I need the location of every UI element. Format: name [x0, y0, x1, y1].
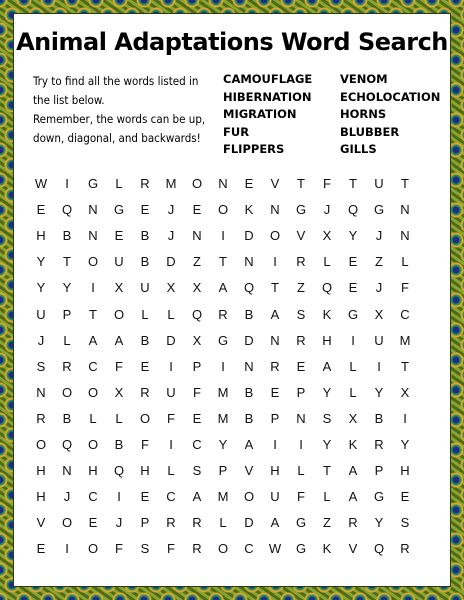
grid-letter[interactable]: Y	[400, 437, 410, 452]
grid-letter[interactable]: E	[140, 202, 150, 218]
grid-letter[interactable]: O	[217, 541, 229, 557]
grid-letter[interactable]: M	[399, 332, 411, 348]
grid-letter[interactable]: I	[65, 176, 69, 191]
grid-letter[interactable]: I	[403, 410, 407, 426]
grid-letter[interactable]: Y	[62, 280, 72, 296]
grid-letter[interactable]: X	[192, 280, 202, 296]
grid-letter[interactable]: E	[36, 541, 46, 557]
grid-letter[interactable]: Y	[218, 437, 228, 452]
grid-letter[interactable]: R	[36, 410, 46, 426]
grid-letter[interactable]: E	[400, 489, 410, 505]
word-fur: FUR	[223, 124, 250, 139]
grid-letter[interactable]: R	[218, 306, 228, 322]
grid-letter[interactable]: R	[374, 437, 384, 452]
grid-letter[interactable]: U	[166, 384, 176, 400]
grid-letter[interactable]: V	[296, 228, 306, 244]
grid-letter[interactable]: T	[89, 306, 97, 322]
grid-letter[interactable]: B	[62, 410, 72, 426]
grid-letter[interactable]: S	[296, 306, 306, 322]
grid-letter[interactable]: E	[88, 515, 98, 531]
grid-letter[interactable]: B	[114, 437, 124, 452]
grid-letter[interactable]: X	[400, 384, 410, 400]
grid-letter[interactable]: O	[87, 384, 99, 400]
grid-letter[interactable]: Y	[348, 228, 358, 244]
grid-letter[interactable]: J	[167, 202, 175, 218]
grid-letter[interactable]: Q	[321, 280, 333, 296]
grid-letter[interactable]: R	[400, 541, 410, 557]
grid-letter[interactable]: I	[273, 437, 277, 452]
grid-letter[interactable]: D	[166, 332, 176, 348]
grid-letter[interactable]: I	[91, 280, 95, 296]
grid-letter[interactable]: S	[322, 410, 332, 426]
grid-letter[interactable]: T	[297, 176, 305, 191]
grid-letter[interactable]: I	[351, 332, 355, 348]
grid-letter[interactable]: G	[347, 306, 359, 322]
instruction-line: the list below.	[33, 93, 105, 107]
grid-letter[interactable]: V	[348, 541, 358, 557]
grid-letter[interactable]: T	[349, 176, 357, 191]
grid-letter[interactable]: N	[36, 384, 46, 400]
grid-letter[interactable]: E	[270, 384, 280, 400]
grid-letter[interactable]: R	[296, 332, 306, 348]
grid-letter[interactable]: L	[323, 489, 331, 505]
grid-letter[interactable]: O	[61, 384, 73, 400]
grid-letter[interactable]: H	[140, 463, 150, 479]
grid-letter[interactable]: R	[166, 515, 176, 531]
grid-letter[interactable]: F	[401, 280, 409, 296]
grid-letter[interactable]: I	[221, 358, 225, 374]
word-camouflage: CAMOUFLAGE	[223, 72, 313, 86]
word-echolocation: ECHOLOCATION	[340, 89, 441, 104]
grid-letter[interactable]: N	[62, 463, 72, 479]
grid-letter[interactable]: K	[322, 541, 332, 557]
grid-letter[interactable]: F	[193, 384, 201, 400]
grid-letter[interactable]: L	[219, 515, 227, 531]
grid-letter[interactable]: T	[401, 358, 409, 374]
grid-letter[interactable]: C	[88, 358, 98, 374]
grid-letter[interactable]: L	[401, 254, 409, 270]
grid-letter[interactable]: C	[244, 541, 254, 557]
grid-letter[interactable]: I	[169, 358, 173, 374]
grid-letter[interactable]: D	[166, 254, 176, 270]
grid-letter[interactable]: P	[192, 358, 202, 374]
grid-letter[interactable]: S	[192, 463, 202, 479]
grid-letter[interactable]: X	[192, 332, 202, 348]
grid-letter[interactable]: R	[140, 384, 150, 400]
grid-letter[interactable]: O	[139, 410, 151, 426]
grid-letter[interactable]: A	[348, 489, 358, 505]
grid-letter[interactable]: V	[36, 515, 46, 531]
grid-letter[interactable]: G	[295, 541, 307, 557]
grid-letter[interactable]: A	[322, 358, 332, 374]
grid-letter[interactable]: L	[89, 410, 97, 426]
grid-letter[interactable]: A	[244, 437, 254, 452]
grid-letter[interactable]: N	[244, 254, 254, 270]
grid-letter[interactable]: Y	[322, 437, 332, 452]
grid-letter[interactable]: P	[296, 384, 306, 400]
grid-letter[interactable]: E	[192, 410, 202, 426]
grid-letter[interactable]: F	[167, 541, 175, 557]
grid-letter[interactable]: J	[115, 515, 123, 531]
grid-letter[interactable]: B	[140, 228, 150, 244]
worksheet	[13, 13, 451, 587]
grid-letter[interactable]: O	[35, 437, 47, 452]
grid-letter[interactable]: G	[87, 176, 99, 191]
grid-letter[interactable]: K	[348, 437, 358, 452]
grid-letter[interactable]: C	[400, 306, 410, 322]
grid-letter[interactable]: A	[88, 332, 98, 348]
grid-letter[interactable]: Q	[61, 202, 73, 218]
grid-letter[interactable]: R	[296, 254, 306, 270]
grid-letter[interactable]: F	[115, 358, 123, 374]
grid-letter[interactable]: L	[115, 176, 123, 191]
grid-letter[interactable]: T	[219, 254, 227, 270]
grid-letter[interactable]: P	[374, 463, 384, 479]
grid-letter[interactable]: N	[270, 332, 280, 348]
grid-letter[interactable]: D	[244, 332, 254, 348]
letter-grid	[31, 176, 433, 573]
grid-letter[interactable]: L	[63, 332, 71, 348]
grid-letter[interactable]: I	[299, 437, 303, 452]
grid-letter[interactable]: B	[374, 410, 384, 426]
word-venom: VENOM	[340, 72, 388, 86]
grid-letter[interactable]: J	[37, 332, 45, 348]
grid-letter[interactable]: E	[348, 254, 358, 270]
grid-letter[interactable]: R	[348, 515, 358, 531]
grid-letter[interactable]: T	[323, 463, 331, 479]
instruction-line: Try to find all the words listed in	[33, 74, 199, 88]
grid-letter[interactable]: M	[165, 176, 177, 191]
grid-letter[interactable]: J	[375, 228, 383, 244]
grid-letter[interactable]: E	[192, 202, 202, 218]
grid-letter[interactable]: C	[192, 437, 202, 452]
word-blubber: BLUBBER	[340, 124, 400, 139]
grid-letter[interactable]: C	[88, 489, 98, 505]
grid-letter[interactable]: O	[191, 176, 203, 191]
grid-letter[interactable]: E	[36, 202, 46, 218]
grid-letter[interactable]: F	[115, 541, 123, 557]
grid-letter[interactable]: X	[114, 280, 124, 296]
grid-letter[interactable]: O	[217, 202, 229, 218]
instructions	[33, 72, 223, 148]
grid-letter[interactable]: H	[36, 463, 46, 479]
grid-letter[interactable]: H	[88, 463, 98, 479]
grid-letter[interactable]: N	[400, 202, 410, 218]
grid-letter[interactable]: X	[348, 410, 358, 426]
grid-letter[interactable]: O	[61, 515, 73, 531]
grid-letter[interactable]: L	[167, 306, 175, 322]
grid-letter[interactable]: A	[114, 332, 124, 348]
grid-letter[interactable]: O	[269, 228, 281, 244]
grid-letter[interactable]: G	[295, 515, 307, 531]
grid-letter[interactable]: N	[88, 202, 98, 218]
grid-letter[interactable]: N	[218, 176, 228, 191]
grid-letter[interactable]: K	[244, 202, 254, 218]
grid-letter[interactable]: H	[36, 228, 46, 244]
grid-letter[interactable]: G	[113, 202, 125, 218]
grid-letter[interactable]: X	[374, 306, 384, 322]
grid-letter[interactable]: L	[141, 306, 149, 322]
grid-letter[interactable]: Y	[36, 280, 46, 296]
grid-letter[interactable]: P	[140, 515, 150, 531]
grid-letter[interactable]: I	[65, 541, 69, 557]
grid-letter[interactable]: C	[166, 489, 176, 505]
grid-letter[interactable]: T	[271, 280, 279, 296]
grid-letter[interactable]: Y	[374, 515, 384, 531]
grid-letter[interactable]: R	[192, 541, 202, 557]
grid-letter[interactable]: O	[87, 437, 99, 452]
grid-letter[interactable]: X	[322, 228, 332, 244]
grid-letter[interactable]: L	[323, 254, 331, 270]
grid-letter[interactable]: Q	[113, 463, 125, 479]
grid-letter[interactable]: L	[297, 463, 305, 479]
grid-letter[interactable]: R	[62, 358, 72, 374]
grid-letter[interactable]: H	[270, 463, 280, 479]
grid-letter[interactable]: V	[270, 176, 280, 191]
grid-letter[interactable]: S	[36, 358, 46, 374]
grid-letter[interactable]: U	[36, 306, 46, 322]
grid-letter[interactable]: G	[373, 489, 385, 505]
grid-letter[interactable]: N	[88, 228, 98, 244]
grid-letter[interactable]: P	[270, 410, 280, 426]
grid-letter[interactable]: Z	[193, 254, 201, 270]
grid-letter[interactable]: Q	[373, 541, 385, 557]
grid-letter[interactable]: N	[244, 358, 254, 374]
grid-letter[interactable]: J	[63, 489, 71, 505]
grid-letter[interactable]: F	[167, 410, 175, 426]
grid-letter[interactable]: U	[374, 332, 384, 348]
word-horns: HORNS	[340, 107, 387, 121]
grid-letter[interactable]: L	[349, 384, 357, 400]
grid-letter[interactable]: Y	[322, 384, 332, 400]
grid-letter[interactable]: S	[400, 515, 410, 531]
grid-letter[interactable]: X	[166, 280, 176, 296]
grid-letter[interactable]: L	[349, 358, 357, 374]
grid-letter[interactable]: U	[114, 254, 124, 270]
grid-letter[interactable]: R	[192, 515, 202, 531]
grid-letter[interactable]: M	[217, 384, 229, 400]
grid-letter[interactable]: O	[243, 489, 255, 505]
grid-letter[interactable]: B	[244, 384, 254, 400]
grid-letter[interactable]: I	[169, 437, 173, 452]
grid-letter[interactable]: J	[167, 228, 175, 244]
grid-letter[interactable]: H	[322, 332, 332, 348]
word-hibernation: HIBERNATION	[223, 89, 312, 104]
grid-letter[interactable]: T	[63, 254, 71, 270]
word-list-column-1	[223, 71, 312, 159]
grid-letter[interactable]: E	[244, 176, 254, 191]
grid-letter[interactable]: I	[377, 358, 381, 374]
grid-letter[interactable]: J	[323, 202, 331, 218]
grid-letter[interactable]: W	[34, 176, 48, 191]
grid-letter[interactable]: I	[221, 228, 225, 244]
grid-letter[interactable]: E	[140, 358, 150, 374]
word-flippers: FLIPPERS	[223, 142, 285, 156]
grid-letter[interactable]: B	[244, 410, 254, 426]
instruction-line: down, diagonal, and backwards!	[33, 131, 201, 145]
grid-letter[interactable]: D	[244, 515, 254, 531]
grid-letter[interactable]: E	[296, 358, 306, 374]
grid-letter[interactable]: Q	[243, 280, 255, 296]
grid-letter[interactable]: E	[140, 489, 150, 505]
grid-letter[interactable]: A	[270, 306, 280, 322]
grid-letter[interactable]: X	[114, 384, 124, 400]
grid-letter[interactable]: T	[401, 176, 409, 191]
grid-letter[interactable]: G	[373, 202, 385, 218]
grid-letter[interactable]: J	[375, 280, 383, 296]
grid-letter[interactable]: B	[62, 228, 72, 244]
grid-letter[interactable]: F	[323, 176, 331, 191]
grid-letter[interactable]: P	[218, 463, 228, 479]
grid-letter[interactable]: U	[140, 280, 150, 296]
grid-letter[interactable]: A	[270, 515, 280, 531]
grid-letter[interactable]: U	[374, 176, 384, 191]
grid-letter[interactable]: Y	[36, 254, 46, 270]
grid-letter[interactable]: O	[87, 254, 99, 270]
grid-letter[interactable]: G	[295, 202, 307, 218]
word-list-column-2	[340, 71, 440, 159]
grid-letter[interactable]: M	[217, 410, 229, 426]
grid-letter[interactable]: N	[192, 228, 202, 244]
grid-letter[interactable]: N	[296, 410, 306, 426]
grid-letter[interactable]: B	[140, 254, 150, 270]
grid-letter[interactable]: F	[297, 489, 305, 505]
grid-letter[interactable]: L	[115, 410, 123, 426]
grid-letter[interactable]: Q	[347, 202, 359, 218]
grid-letter[interactable]: P	[62, 306, 72, 322]
grid-letter[interactable]: R	[270, 358, 280, 374]
grid-letter[interactable]: F	[141, 437, 149, 452]
grid-letter[interactable]: N	[270, 202, 280, 218]
grid-letter[interactable]: E	[114, 228, 124, 244]
grid-letter[interactable]: U	[270, 489, 280, 505]
word-migration: MIGRATION	[223, 107, 297, 121]
page-title: Animal Adaptations Word Search	[16, 28, 448, 56]
grid-letter[interactable]: N	[400, 228, 410, 244]
grid-letter[interactable]: M	[217, 489, 229, 505]
grid-letter[interactable]: Z	[323, 515, 331, 531]
grid-letter[interactable]: Q	[191, 306, 203, 322]
grid-letter[interactable]: S	[140, 541, 150, 557]
grid-letter[interactable]: A	[348, 463, 358, 479]
grid-letter[interactable]: K	[322, 306, 332, 322]
grid-letter[interactable]: O	[87, 541, 99, 557]
grid-letter[interactable]: R	[140, 176, 150, 191]
instruction-line: Remember, the words can be up,	[33, 112, 206, 126]
grid-letter[interactable]: E	[348, 280, 358, 296]
word-gills: GILLS	[340, 142, 377, 156]
grid-letter[interactable]: V	[244, 463, 254, 479]
grid-letter[interactable]: I	[273, 254, 277, 270]
grid-letter[interactable]: D	[244, 228, 254, 244]
grid-letter[interactable]: Y	[374, 384, 384, 400]
grid-letter[interactable]: A	[218, 280, 228, 296]
grid-letter[interactable]: H	[36, 489, 46, 505]
grid-letter[interactable]: Z	[375, 254, 383, 270]
grid-letter[interactable]: W	[268, 541, 282, 557]
grid-letter[interactable]: Z	[297, 280, 305, 296]
grid-letter[interactable]: H	[400, 463, 410, 479]
grid-letter[interactable]: L	[167, 463, 175, 479]
grid-letter[interactable]: A	[192, 489, 202, 505]
grid-letter[interactable]: O	[113, 306, 125, 322]
grid-letter[interactable]: Q	[61, 437, 73, 452]
grid-letter[interactable]: B	[140, 332, 150, 348]
grid-letter[interactable]: G	[217, 332, 229, 348]
grid-letter[interactable]: B	[244, 306, 254, 322]
grid-letter[interactable]: I	[117, 489, 121, 505]
